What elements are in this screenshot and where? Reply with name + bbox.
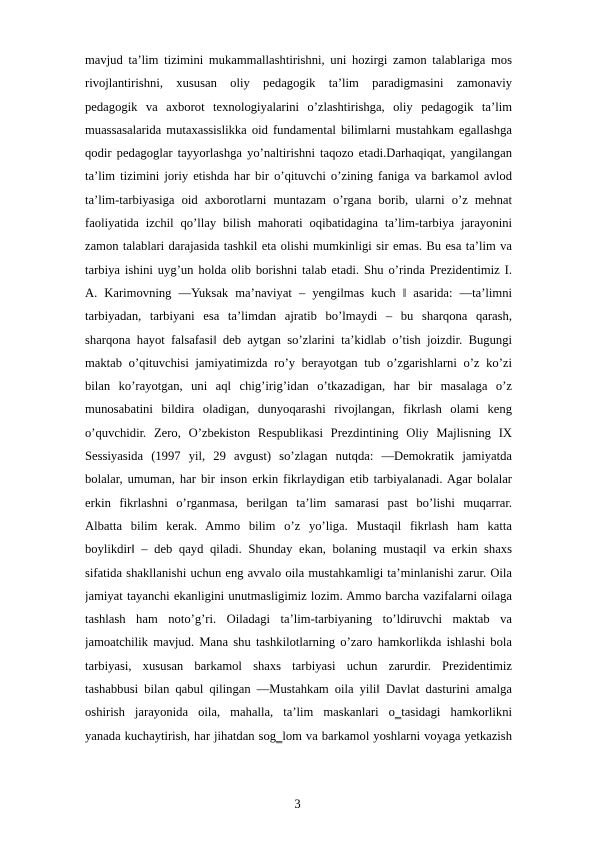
- text-line: qodir pedagoglar tayyorlashga yo’naltirishni taqozo etadi.Darhaqiqat, yangilangan: [85, 146, 512, 161]
- text-line: yanada kuchaytirish, har jihatdan sog‗lom va barkamol yoshlarni voyaga yetkazish: [85, 728, 512, 743]
- text-line: muassasalarida mutaxassislikka oid fundamental bilimlarni mustahkam egallashga: [85, 122, 512, 137]
- text-line: Sessiyasida (1997 yil, 29 avgust) so’zlagan nutqda: ―Demokratik jamiyatda: [85, 449, 512, 464]
- text-line: sharqona hayot falsafasi‖ deb aytgan so’zlarini ta’kidlab o’tish joizdir. Bugungi: [85, 332, 512, 347]
- text-line: zamon talablari darajasida tashkil eta olishi mumkinligi sir emas. Bu esa ta’lim va: [85, 239, 512, 254]
- text-line: tashlash ham noto’g’ri. Oiladagi ta’lim-tarbiyaning to’ldiruvchi maktab va: [85, 612, 512, 627]
- text-line: o’quvchidir. Zero, O’zbekiston Respublikasi Prezdintining Oliy Majlisning IX: [85, 425, 512, 440]
- text-line: tashabbusi bilan qabul qilingan ―Mustahkam oila yili‖ Davlat dasturini amalga: [85, 682, 512, 697]
- text-line: tarbiya ishini uyg’un holda olib borishni talab etadi. Shu o’rinda Prezidentimiz I.: [85, 262, 512, 277]
- text-line: erkin fikrlashni o’rganmasa, berilgan ta’lim samarasi past bo’lishi muqarrar.: [85, 495, 512, 510]
- text-line: A. Karimovning ―Yuksak ma’naviyat – yengilmas kuch ‖ asarida: ―ta’limni: [85, 285, 512, 300]
- page-number: 3: [294, 797, 301, 811]
- text-line: faoliyatida izchil qo’llay bilish mahorati oqibatidagina ta’lim-tarbiya jarayonini: [85, 216, 512, 231]
- text-line: ta’lim tizimini joriy etishda har bir o’qituvchi o’zining faniga va barkamol avlod: [85, 169, 512, 184]
- text-line: bolalar, umuman, har bir inson erkin fikrlaydigan etib tarbiyalanadi. Agar bolalar: [85, 472, 512, 487]
- text-line: tarbiyadan, tarbiyani esa ta’limdan ajratib bo’lmaydi – bu sharqona qarash,: [85, 309, 512, 324]
- text-line: jamiyat tayanchi ekanligini unutmasligimiz lozim. Ammo barcha vazifalarni oilaga: [85, 588, 512, 603]
- text-line: maktab o’qituvchisi jamiyatimizda ro’y berayotgan tub o’zgarishlarni o’z ko’zi: [85, 355, 512, 370]
- text-line: boylikdir‖ – deb qayd qiladi. Shunday ekan, bolaning mustaqil va erkin shaxs: [85, 542, 512, 557]
- text-line: rivojlantirishni, xususan oliy pedagogik ta’lim paradigmasini zamonaviy: [85, 76, 512, 91]
- text-line: bilan ko’rayotgan, uni aql chig’irig’idan o’tkazadigan, har bir masalaga o’z: [85, 379, 512, 394]
- text-line: tarbiyasi, xususan barkamol shaxs tarbiyasi uchun zarurdir. Prezidentimiz: [85, 658, 512, 673]
- text-line: munosabatini bildira oladigan, dunyoqarashi rivojlangan, fikrlash olami keng: [85, 402, 512, 417]
- text-line: mavjud ta’lim tizimini mukammallashtirishni, uni hozirgi zamon talablariga mos: [85, 53, 512, 67]
- text-line: oshirish jarayonida oila, mahalla, ta’lim maskanlari o‗tasidagi hamkorlikni: [85, 705, 512, 720]
- text-line: pedagogik va axborot texnologiyalarini o’zlashtirishga, oliy pedagogik ta’lim: [85, 99, 512, 114]
- body-text: [85, 49, 512, 748]
- text-line: jamoatchilik mavjud. Mana shu tashkilotlarning o’zaro hamkorlikda ishlashi bola: [85, 635, 512, 650]
- text-line: sifatida shakllanishi uchun eng avvalo oila mustahkamligi ta’minlanishi zarur. Oila: [85, 565, 512, 580]
- text-line: ta’lim-tarbiyasiga oid axborotlarni muntazam o’rgana borib, ularni o’z mehnat: [85, 192, 512, 207]
- text-line: Albatta bilim kerak. Ammo bilim o’z yo’liga. Mustaqil fikrlash ham katta: [85, 518, 512, 533]
